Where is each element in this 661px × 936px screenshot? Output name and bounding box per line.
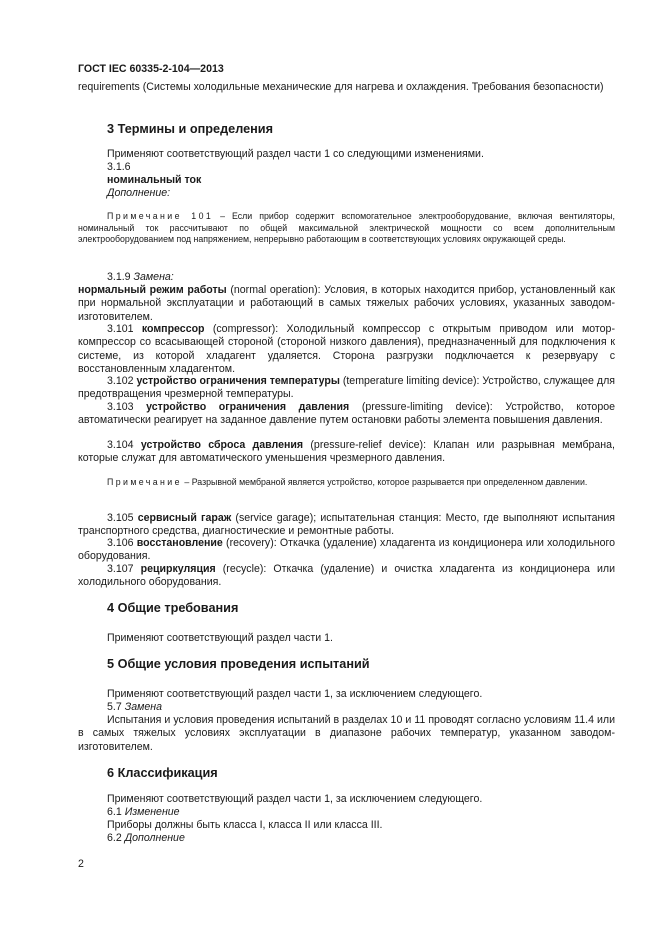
page-number: 2 (78, 858, 84, 870)
definition-3107 (78, 563, 615, 590)
note-101-text: – Если прибор содержит вспомогательное электрооборудование, включая вентиляторы, номинальный ток рассчитывают по общей максимальной электрической мощности со всем дополнительным электрооборудованием под напряжением, непрерывно работающим в соответствующих условиях окружающей среды. (78, 211, 615, 245)
definition-3106-text: (recovery): Откачка (удаление) хладагента из кондиционера или холодильного оборудования. (78, 537, 615, 563)
term-3106: восстановление (136, 537, 223, 549)
clause-61-number: 6.1 (107, 806, 122, 818)
clause-62-number: 6.2 (107, 832, 122, 844)
definition-3102 (78, 375, 615, 402)
note-101 (78, 211, 615, 246)
clause-3102-number: 3.102 (107, 375, 137, 387)
s4-apply-text: Применяют соответствующий раздел части 1. (107, 632, 333, 644)
s3-clause-319-line (78, 271, 615, 284)
definition-319-text: (normal operation): Условия, в которых находится прибор, установленный как при нормальной эксплуатации и работающий в самых тяжелых рабочих условиях, указанных заводом-изготовителем. (78, 284, 615, 323)
definition-3107-text: (recycle): Откачка (удаление) и очистка хладагента из кондиционера или холодильного оборудования. (78, 563, 615, 589)
term-3105: сервисный гараж (137, 512, 232, 524)
s6-clause-61-text: Приборы должны быть класса I, класса II или класса III. (107, 819, 383, 831)
s3-clause-319-number: 3.1.9 (107, 271, 131, 283)
intro-paragraph: requirements (Системы холодильные механические для нагрева и охлаждения. Требования безопасности) (78, 81, 604, 93)
section-5-title: 5 Общие условия проведения испытаний (107, 657, 370, 671)
clause-3104-number: 3.104 (107, 439, 141, 451)
definition-3101-text: (compressor): Холодильный компрессор с открытым приводом или мотор-компрессор со всасывающей стороной (стороной низкого давления), предназначенный для подключения к системе, из которой хладагент удаляется. Сторона разгрузки подключается к резервуару с восстановленным хладагентом. (78, 323, 615, 375)
clause-3101-number: 3.101 (107, 323, 142, 335)
note-label: Примечание (107, 477, 182, 487)
section-6-title: 6 Классификация (107, 766, 218, 780)
s3-apply-text: Применяют соответствующий раздел части 1 со следующими изменениями. (107, 148, 484, 160)
note-rupture-disc (78, 477, 615, 489)
s3-clause-316-number: 3.1.6 (107, 161, 131, 173)
s6-change-label: Изменение (124, 806, 180, 818)
definition-3105 (78, 512, 615, 539)
document-header: ГОСТ IEC 60335-2-104—2013 (78, 63, 224, 75)
term-3103: устройство ограничения давления (146, 401, 350, 413)
section-4-title: 4 Общие требования (107, 601, 239, 615)
clause-3105-number: 3.105 (107, 512, 138, 524)
s5-clause-57-text: Испытания и условия проведения испытаний в разделах 10 и 11 проводят согласно условиям 11.4 или в самых тяжелых условиях эксплуатации в диапазоне рабочих температур, указанном заводом-изготовителем. (78, 714, 615, 753)
definition-3101 (78, 323, 615, 376)
term-3107: рециркуляция (140, 563, 216, 575)
note-101-label: Примечание 101 (107, 211, 214, 221)
definition-3102-text: (temperature limiting device): Устройство, служащее для предотвращения чрезмерной температуры. (78, 375, 615, 401)
note-text: – Разрывной мембраной является устройство, которое разрывается при определенном давлении. (181, 477, 588, 487)
definition-3103 (78, 401, 615, 428)
term-3101: компрессор (141, 323, 205, 335)
s3-replace-label: Замена: (133, 271, 174, 283)
clause-57-number: 5.7 (107, 701, 122, 713)
definition-3105-text: (service garage); испытательная станция: Место, где выполняют испытания транспортного средства, диагностические и ремонтные работы. (78, 512, 615, 538)
definition-3103-text: (pressure-limiting device): Устройство, которое автоматически реагирует на заданное давление путем остановки работы элемента повышения давления. (78, 401, 615, 427)
s5-replace-label: Замена (124, 701, 162, 713)
section-3-title: 3 Термины и определения (107, 122, 274, 136)
s3-addition-label: Дополнение: (107, 187, 171, 199)
s6-addition-label: Дополнение (124, 832, 185, 844)
s6-clause-61-line (78, 806, 615, 819)
definition-3106 (78, 537, 615, 564)
s5-clause-57-line (78, 701, 615, 714)
term-319: нормальный режим работы (78, 284, 227, 296)
s5-apply-text: Применяют соответствующий раздел части 1, за исключением следующего. (107, 688, 483, 700)
term-3102: устройство ограничения температуры (136, 375, 340, 387)
clause-3107-number: 3.107 (107, 563, 141, 575)
definition-3104-text: (pressure-relief device): Клапан или разрывная мембрана, которые служат для автоматического уменьшения чрезмерного давления. (78, 439, 615, 465)
clause-3106-number: 3.106 (107, 537, 137, 549)
s6-clause-62-line (78, 832, 615, 845)
term-3104: устройство сброса давления (140, 439, 304, 451)
s3-term-316: номинальный ток (107, 174, 202, 186)
definition-3104 (78, 439, 615, 466)
clause-3103-number: 3.103 (107, 401, 147, 413)
definition-319 (78, 284, 615, 324)
s6-apply-text: Применяют соответствующий раздел части 1, за исключением следующего. (107, 793, 483, 805)
